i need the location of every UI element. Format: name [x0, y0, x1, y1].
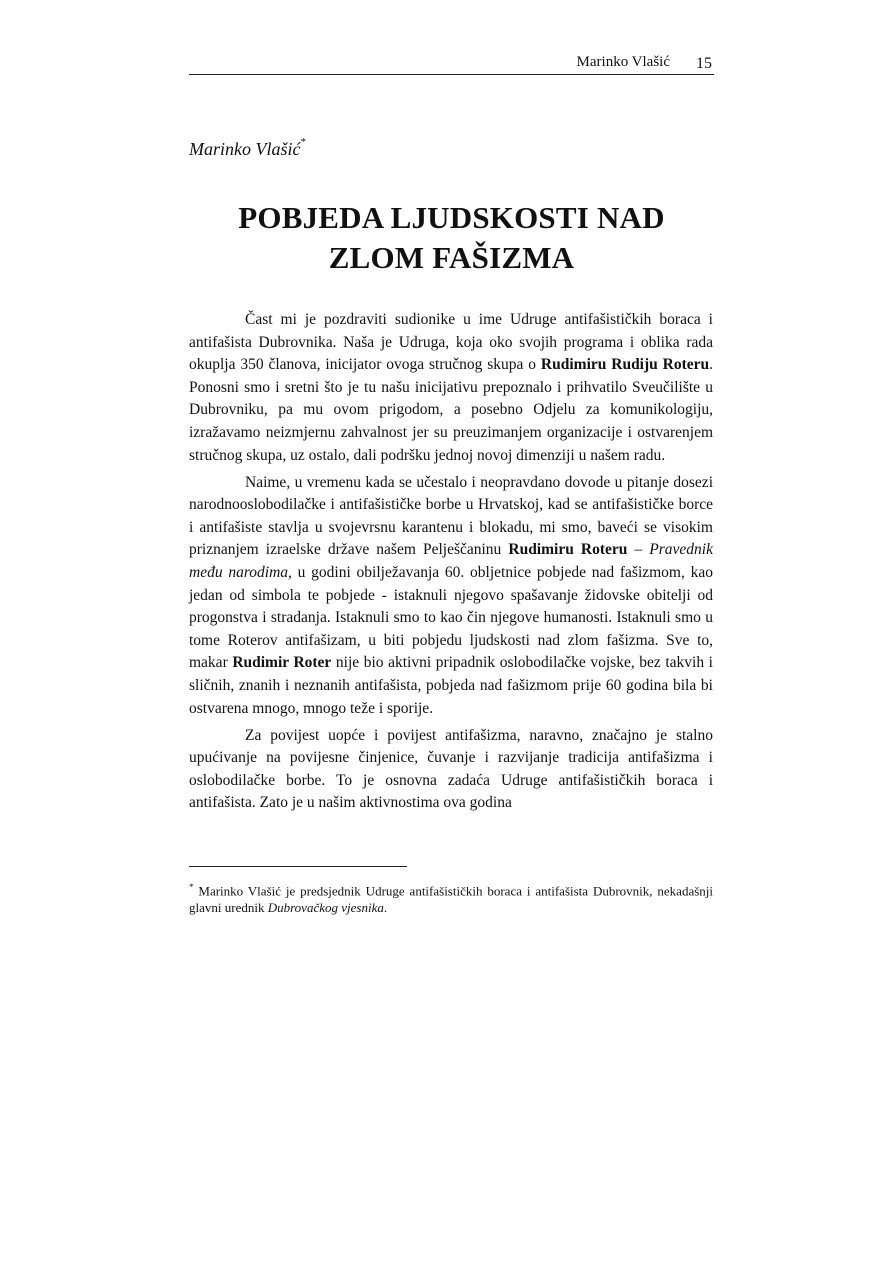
paragraph-text: Čast mi je pozdraviti sudionike u ime Udruge antifašističkih boraca i antifašista Dubrovnika. Naša je Udruga, koja oko svojih programa i oblika rada okuplja 350 članova, inicijator ovoga stručnog skupa o: [189, 311, 713, 374]
paragraph-text: , u godini obilježavanja 60. obljetnice pobjede nad fašizmom, kao jedan od simbola te pobjede - istaknuli njegovo spašavanje židovske obitelji od progonstva i stradanja. Istaknuli smo to kao čin njegove humanosti. Istaknuli smo u tome Roterov antifašizam, u biti pobjedu ljudskosti nad zlom fašizma. Sve to, makar: [189, 564, 713, 672]
footnote-marker: *: [189, 882, 194, 892]
paragraph-3: [189, 725, 713, 815]
footnote-divider: [189, 866, 407, 867]
running-head-author: Marinko Vlašić: [576, 54, 670, 70]
paragraph-text: Naime, u vremenu kada se učestalo i neopravdano dovode u pitanje dosezi narodnooslobodilačke i antifašističke borbe u Hrvatskoj, kad se antifašističke borce i antifašiste stavlja u svojevrsnu karantenu i blokadu, mi smo, baveći se visokim priznanjem izraelske države našem Pelješčaninu: [189, 473, 713, 559]
author-name: Marinko Vlašić: [189, 139, 301, 159]
footnote-text: Marinko Vlašić je predsjednik Udruge antifašističkih boraca i antifašista Dubrovnik, nekadašnji glavni urednik: [189, 883, 713, 916]
paragraph-2: [189, 472, 713, 721]
paragraph-text: nije bio aktivni pripadnik oslobodilačke vojske, bez takvih i sličnih, znanih i neznanih antifašista, pobjeda nad fašizmom prije 60 godina bila bi ostvarena mnogo, mnogo teže i sporije.: [189, 654, 713, 717]
author-footnote-marker: *: [300, 136, 306, 148]
footnote-publication: Dubrovačkog vjesnika: [267, 900, 384, 916]
footnote-text-end: .: [383, 900, 388, 916]
title-line-1: POBJEDA LJUDSKOSTI NAD: [238, 200, 665, 235]
paragraph-text: . Ponosni smo i sretni što je tu našu inicijativu prepoznalo i prihvatilo Sveučilište u Dubrovniku, pa mu ovom prigodom, a posebno Odjelu za komunikologiju, izražavamo neizmjernu zahvalnost jer su preuzimanjem organizacije i ostvarenjem stručnog skupa, uz ostalo, dali podršku jednoj novoj dimenziji u našem radu.: [189, 356, 714, 464]
person-name: Rudimiru Rudiju Roteru: [540, 356, 710, 374]
honor-title: Pravednik među narodima: [189, 541, 713, 582]
paragraph-text: –: [627, 541, 650, 559]
article-author: [189, 136, 306, 160]
footnote: [189, 879, 713, 916]
paragraph-1: [189, 309, 713, 467]
person-name: Rudimiru Roteru: [508, 541, 628, 559]
person-name: Rudimir Roter: [232, 654, 332, 672]
page-number: 15: [696, 55, 712, 72]
running-head: [189, 54, 714, 75]
article-body: [189, 309, 713, 820]
title-line-2: ZLOM FAŠIZMA: [328, 240, 575, 275]
article-title: [189, 198, 714, 278]
paragraph-text: Za povijest uopće i povijest antifašizma, naravno, značajno je stalno upućivanje na povijesne činjenice, čuvanje i razvijanje tradicija antifašizma i oslobodilačke borbe. To je osnovna zadaća Udruge antifašističkih boraca i antifašista. Zato je u našim aktivnostima ova godina: [189, 726, 713, 812]
